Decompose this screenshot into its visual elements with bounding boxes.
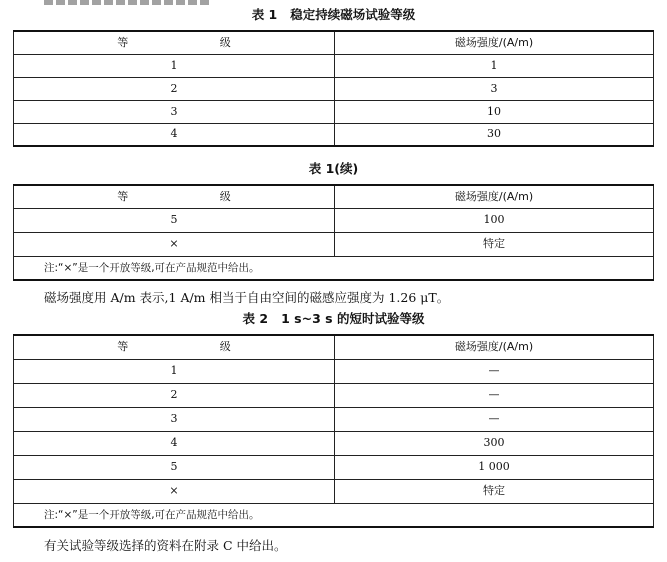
table1-cont-header-level: 等 级 bbox=[14, 185, 335, 208]
table1-cell-level: 4 bbox=[14, 123, 335, 146]
table2-cell-level: 3 bbox=[14, 407, 335, 431]
table-row bbox=[14, 407, 654, 431]
table1-cell-level: 2 bbox=[14, 77, 335, 100]
cropped-text-line bbox=[44, 0, 209, 5]
table1-cont-note: 注:“×”是一个开放等级,可在产品规范中给出。 bbox=[14, 256, 654, 280]
table1-cont-cell-level: 5 bbox=[14, 208, 335, 232]
table1-cell-strength: 30 bbox=[335, 123, 654, 146]
table1-cont-cell-level: × bbox=[14, 232, 335, 256]
table2-cell-level: 1 bbox=[14, 359, 335, 383]
table-row bbox=[14, 431, 654, 455]
table1-header-row bbox=[14, 31, 654, 54]
paragraph-annex-note: 有关试验等级选择的资料在附录 C 中给出。 bbox=[44, 538, 287, 553]
table1-cont-header-strength: 磁场强度/(A/m) bbox=[335, 185, 654, 208]
table1-cell-level: 1 bbox=[14, 54, 335, 77]
table2-cell-level: 2 bbox=[14, 383, 335, 407]
paragraph-unit-note: 磁场强度用 A/m 表示,1 A/m 相当于自由空间的磁感应强度为 1.26 μT。 bbox=[44, 290, 450, 305]
table1-cont-caption: 表 1(续) bbox=[308, 161, 359, 176]
table2-cell-strength: — bbox=[335, 383, 654, 407]
table2-cell-strength: — bbox=[335, 407, 654, 431]
table-row bbox=[14, 54, 654, 77]
table-row bbox=[14, 479, 654, 503]
table1-cell-strength: 10 bbox=[335, 100, 654, 123]
table-row bbox=[14, 208, 654, 232]
table1-cell-strength: 3 bbox=[335, 77, 654, 100]
table-row bbox=[14, 455, 654, 479]
table2-cell-strength: 1 000 bbox=[335, 455, 654, 479]
table-row bbox=[14, 383, 654, 407]
table-row bbox=[14, 100, 654, 123]
table1-cont-note-row bbox=[14, 256, 654, 280]
table1-header-level: 等 级 bbox=[14, 31, 335, 54]
table-row bbox=[14, 77, 654, 100]
table1-cell-level: 3 bbox=[14, 100, 335, 123]
table1-header-strength: 磁场强度/(A/m) bbox=[335, 31, 654, 54]
table-row bbox=[14, 123, 654, 146]
table1-cell-strength: 1 bbox=[335, 54, 654, 77]
table2-header-row bbox=[14, 335, 654, 359]
table1 bbox=[13, 30, 654, 147]
table1-cont-header-row bbox=[14, 185, 654, 208]
table2-cell-strength: — bbox=[335, 359, 654, 383]
table2-header-level: 等 级 bbox=[14, 335, 335, 359]
table2-cell-level: × bbox=[14, 479, 335, 503]
table2-cell-strength: 特定 bbox=[335, 479, 654, 503]
table2-note-row bbox=[14, 503, 654, 527]
table1-cont-cell-strength: 100 bbox=[335, 208, 654, 232]
table2-header-strength: 磁场强度/(A/m) bbox=[335, 335, 654, 359]
table2-cell-level: 4 bbox=[14, 431, 335, 455]
table2-note: 注:“×”是一个开放等级,可在产品规范中给出。 bbox=[14, 503, 654, 527]
table2 bbox=[13, 334, 654, 528]
table2-caption: 表 2 1 s~3 s 的短时试验等级 bbox=[242, 311, 425, 326]
table1-cont bbox=[13, 184, 654, 281]
table2-cell-level: 5 bbox=[14, 455, 335, 479]
table2-cell-strength: 300 bbox=[335, 431, 654, 455]
table1-caption: 表 1 稳定持续磁场试验等级 bbox=[251, 7, 416, 22]
table-row bbox=[14, 359, 654, 383]
table-row bbox=[14, 232, 654, 256]
table1-cont-cell-strength: 特定 bbox=[335, 232, 654, 256]
